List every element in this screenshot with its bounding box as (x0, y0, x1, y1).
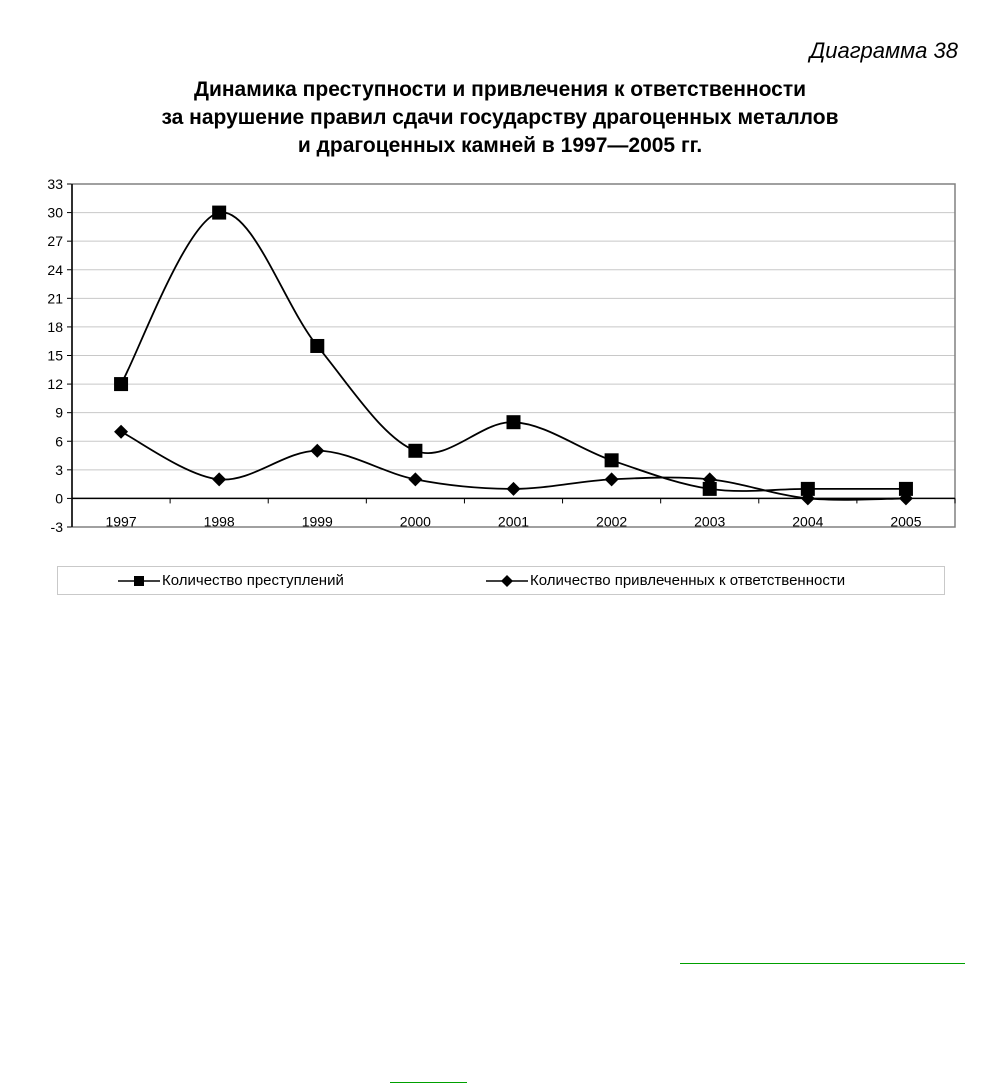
data-point-crimes (507, 415, 521, 429)
x-tick-label: 2004 (792, 513, 824, 530)
y-tick-label: 21 (47, 290, 63, 307)
y-tick-label: 0 (55, 490, 63, 507)
x-tick-label: 2002 (596, 513, 628, 530)
legend (57, 566, 945, 595)
legend-item-prosecuted (486, 567, 845, 594)
data-point-prosecuted (605, 472, 619, 486)
y-tick-label: 27 (47, 233, 63, 250)
diagram-caption: Диаграмма 38 (809, 38, 958, 63)
legend-label-prosecuted: Количество привлеченных к ответственности (530, 572, 846, 589)
y-tick-label: 9 (55, 404, 63, 421)
x-tick-label: 1998 (203, 513, 235, 530)
title-line-3: и драгоценных камней в 1997—2005 гг. (297, 134, 703, 157)
decorative-line (680, 963, 965, 964)
x-tick-label: 2003 (694, 513, 726, 530)
data-point-prosecuted (212, 472, 226, 486)
data-point-crimes (605, 453, 619, 467)
x-tick-label: 2001 (497, 513, 530, 530)
data-point-crimes (212, 206, 226, 220)
chart (0, 170, 1000, 550)
y-tick-label: 30 (47, 204, 63, 221)
legend-label-crimes: Количество преступлений (162, 572, 344, 589)
data-point-prosecuted (114, 425, 128, 439)
title-line-1: Динамика преступности и привлечения к ответственности (193, 78, 807, 101)
data-point-crimes (114, 377, 128, 391)
x-tick-label: 1999 (301, 513, 333, 530)
legend-square-marker (118, 574, 160, 588)
y-tick-label: 6 (55, 433, 63, 450)
x-tick-label: 2005 (890, 513, 922, 530)
series-line-crimes (121, 212, 906, 491)
y-tick-label: 18 (47, 318, 63, 335)
y-tick-label: 33 (47, 176, 63, 192)
data-point-crimes (408, 444, 422, 458)
chart-title (0, 76, 1000, 160)
y-tick-label: 3 (55, 461, 63, 478)
y-tick-label: 24 (47, 261, 63, 278)
y-tick-label: 12 (47, 376, 63, 393)
data-point-prosecuted (408, 472, 422, 486)
legend-diamond-marker (486, 574, 528, 588)
y-tick-label: 15 (47, 347, 63, 364)
title-line-2: за нарушение правил сдачи государству драгоценных металлов (161, 106, 839, 129)
y-tick-label: -3 (50, 519, 63, 535)
decorative-line (390, 1082, 467, 1083)
data-point-crimes (310, 339, 324, 353)
data-point-prosecuted (507, 482, 521, 496)
x-tick-label: 2000 (399, 513, 431, 530)
x-tick-label: 1997 (105, 513, 137, 530)
legend-item-crimes (118, 567, 344, 594)
data-point-prosecuted (310, 444, 324, 458)
